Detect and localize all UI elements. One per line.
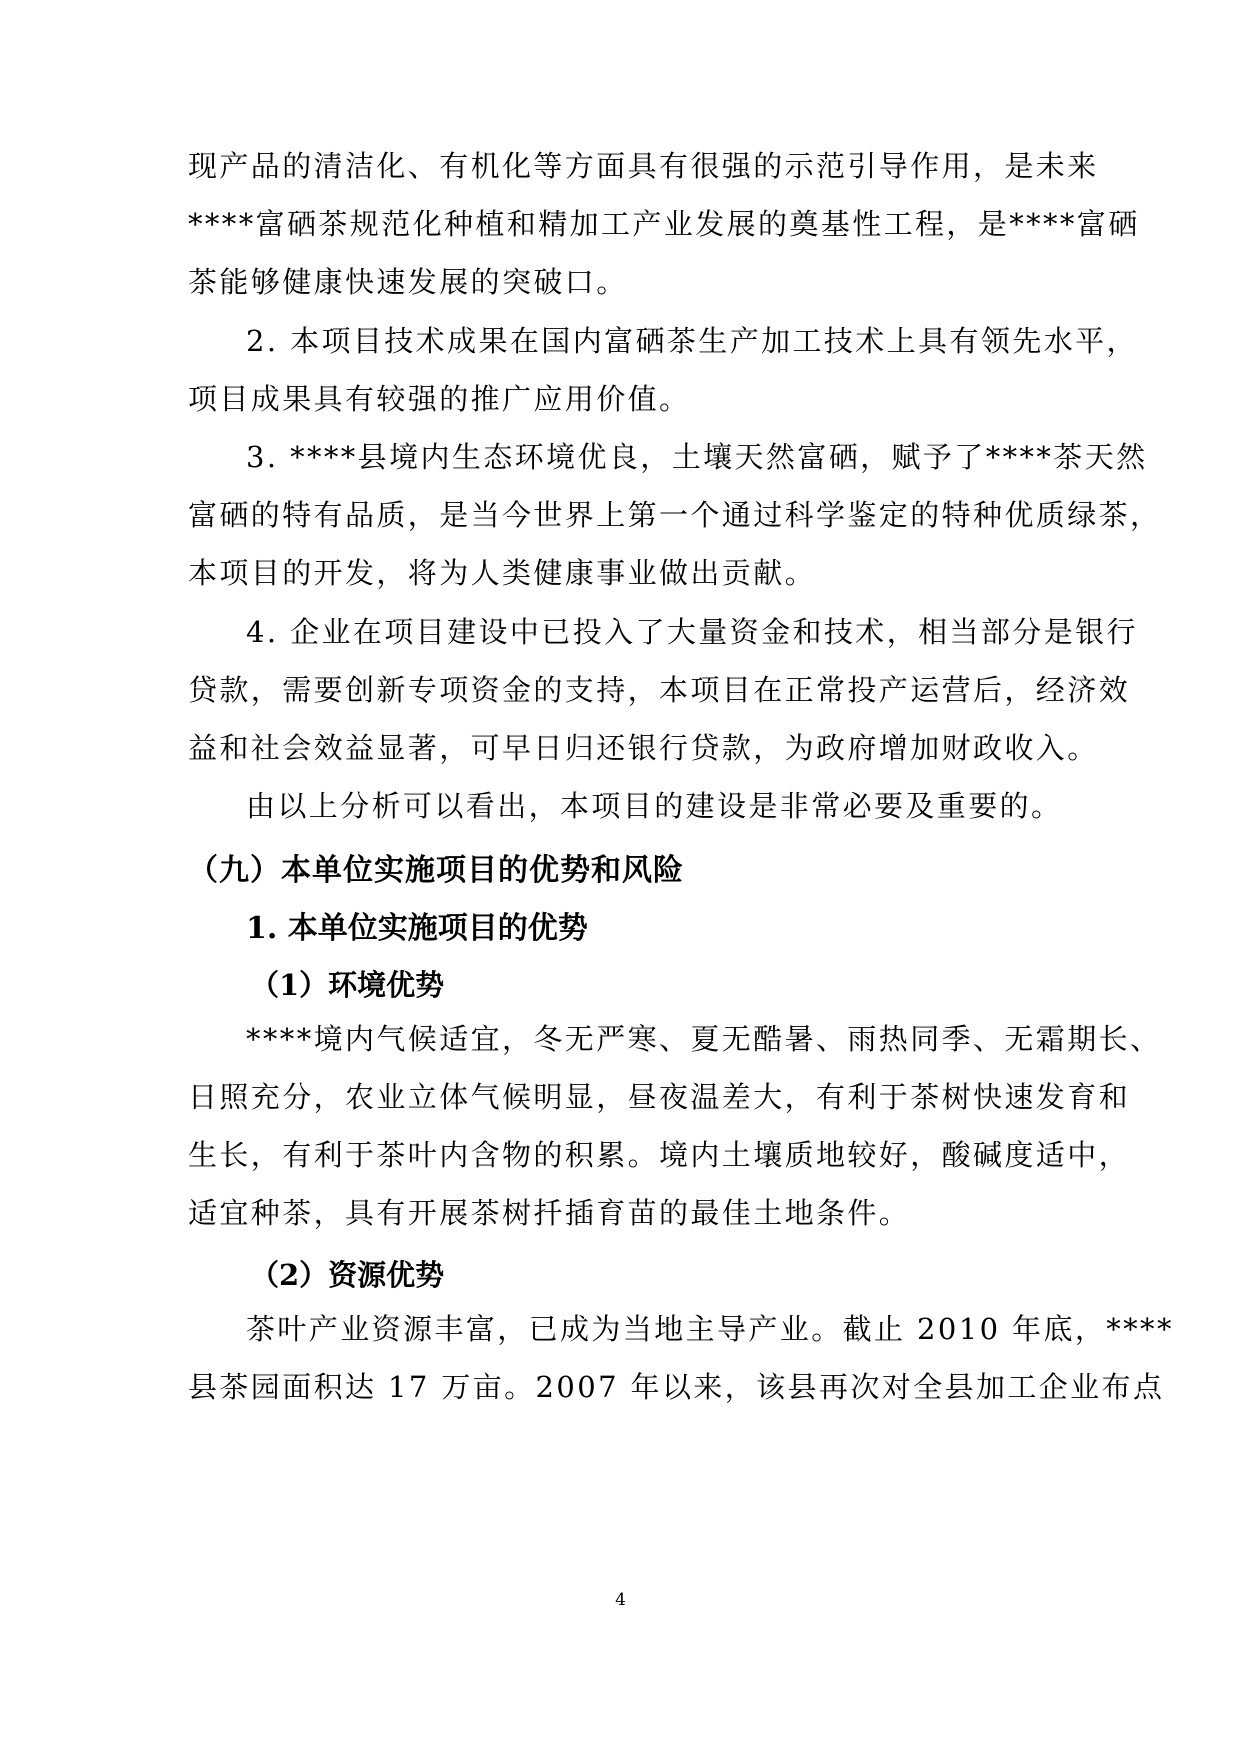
- paragraph-line: 县茶园面积达 17 万亩。2007 年以来，该县再次对全县加工企业布点: [188, 1370, 1165, 1404]
- paragraph-line: ****境内气候适宜，冬无严寒、夏无酷暑、雨热同季、无霜期长、: [246, 1022, 1162, 1056]
- paragraph-line: 茶叶产业资源丰富，已成为当地主导产业。截止 2010 年底，****: [246, 1312, 1174, 1346]
- subheading-resources: （2）资源优势: [250, 1258, 445, 1292]
- subheading-environment: （1）环境优势: [250, 968, 445, 1002]
- section-heading: （九）本单位实施项目的优势和风险: [188, 853, 684, 888]
- paragraph-line: 适宜种茶，具有开展茶树扦插育苗的最佳土地条件。: [188, 1196, 911, 1230]
- paragraph-line: 茶能够健康快速发展的突破口。: [188, 265, 628, 299]
- paragraph-line: 由以上分析可以看出，本项目的建设是非常必要及重要的。: [246, 789, 1063, 823]
- paragraph-line: 3. ****县境内生态环境优良，土壤天然富硒，赋予了****茶天然: [246, 440, 1148, 474]
- paragraph-line: 日照充分，农业立体气候明显，昼夜温差大，有利于茶树快速发育和: [188, 1080, 1131, 1114]
- paragraph-line: 现产品的清洁化、有机化等方面具有很强的示范引导作用，是未来: [188, 149, 1099, 183]
- paragraph-line: 2. 本项目技术成果在国内富硒茶生产加工技术上具有领先水平，: [246, 324, 1138, 358]
- paragraph-line: 生长，有利于茶叶内含物的积累。境内土壤质地较好，酸碱度适中，: [188, 1138, 1131, 1172]
- paragraph-line: 本项目的开发，将为人类健康事业做出贡献。: [188, 556, 817, 590]
- paragraph-line: ****富硒茶规范化种植和精加工产业发展的奠基性工程，是****富硒: [188, 207, 1140, 241]
- paragraph-line: 项目成果具有较强的推广应用价值。: [188, 382, 691, 416]
- paragraph-line: 贷款，需要创新专项资金的支持，本项目在正常投产运营后，经济效: [188, 673, 1131, 707]
- page-number: 4: [615, 1590, 626, 1610]
- subsection-heading: 1. 本单位实施项目的优势: [246, 911, 588, 946]
- paragraph-line: 4. 企业在项目建设中已投入了大量资金和技术，相当部分是银行: [246, 615, 1138, 649]
- paragraph-line: 富硒的特有品质，是当今世界上第一个通过科学鉴定的特种优质绿茶，: [188, 498, 1162, 532]
- paragraph-line: 益和社会效益显著，可早日归还银行贷款，为政府增加财政收入。: [188, 731, 1099, 765]
